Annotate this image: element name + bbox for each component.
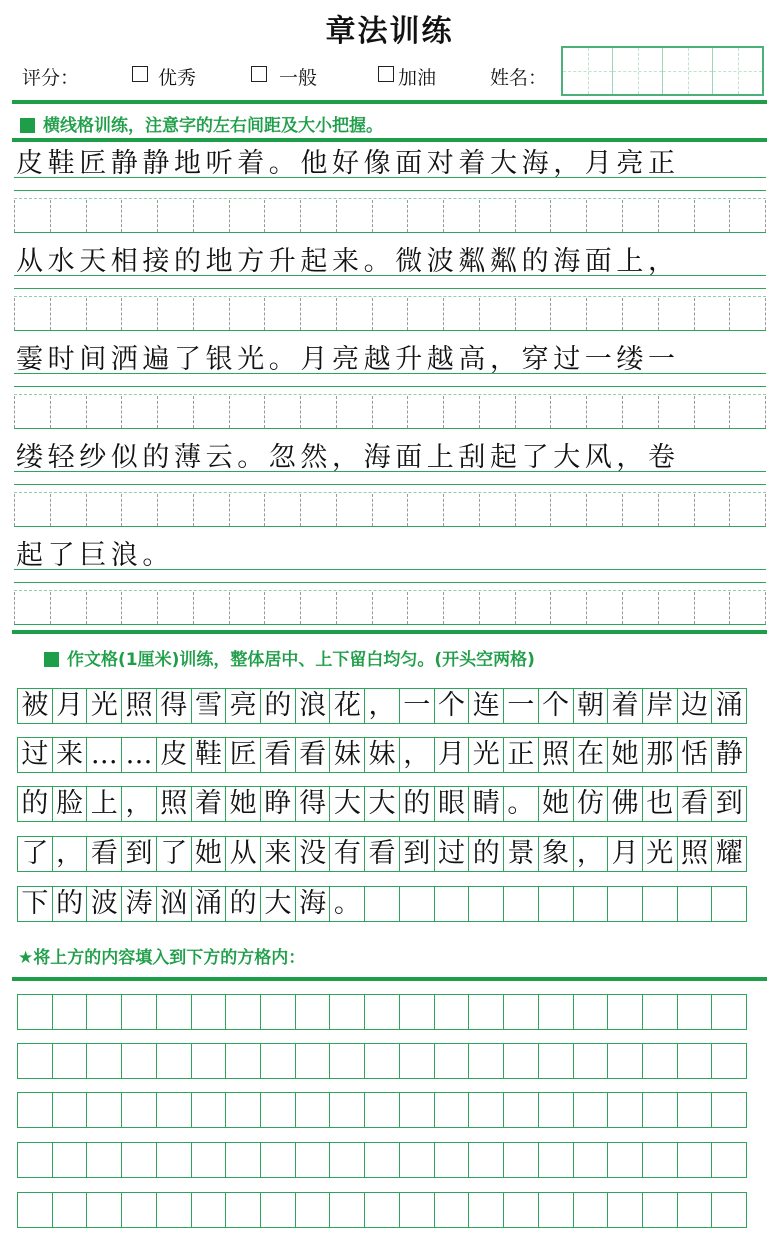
blank-grid-cell[interactable] (643, 1193, 678, 1227)
blank-grid-cell[interactable] (574, 1193, 609, 1227)
grid-cell[interactable]: 得 (157, 689, 192, 723)
blank-grid-cell[interactable] (296, 1044, 331, 1078)
grid-cell[interactable] (469, 887, 504, 921)
blank-grid-cell[interactable] (539, 1044, 574, 1078)
grid-cell[interactable]: ， (365, 689, 400, 723)
blank-grid-cell[interactable] (226, 1044, 261, 1078)
grid-cell[interactable]: 到 (715, 788, 743, 819)
grid-cell[interactable]: 那 (643, 738, 678, 772)
grid-cell[interactable]: 景 (504, 837, 539, 871)
guide-line (14, 386, 766, 387)
grid-cell[interactable] (539, 887, 574, 921)
grid-cell[interactable]: 脸 (53, 787, 88, 821)
grid-cell[interactable]: 照 (122, 689, 157, 723)
divider (12, 977, 767, 981)
grid-cell[interactable]: 花 (330, 689, 365, 723)
practice-text-line: 霎时间洒遍了银光。月亮越升越高，穿过一缕一 (16, 344, 680, 375)
blank-grid-row (17, 1043, 747, 1079)
grid-cell[interactable] (712, 887, 746, 921)
grid-cell[interactable]: ， (574, 837, 609, 871)
grid-cell[interactable]: 皮 (157, 738, 192, 772)
option-excellent-label: 优秀 (158, 67, 197, 89)
grid-cell[interactable]: 。 (504, 787, 539, 821)
checkbox-average[interactable] (251, 66, 267, 82)
grid-cell[interactable]: 眼 (435, 787, 470, 821)
section1-title-text: 横线格训练，注意字的左右间距及大小把握。 (43, 116, 383, 136)
grid-cell[interactable]: 正 (504, 738, 539, 772)
dashed-guide-line (14, 492, 766, 493)
composition-grid-row (17, 836, 747, 872)
grid-cell[interactable]: 光 (469, 738, 504, 772)
grid-cell[interactable]: 看 (365, 837, 400, 871)
blank-grid-cell[interactable] (643, 1093, 678, 1127)
grid-cell[interactable]: 在 (574, 738, 609, 772)
grid-cell[interactable]: 到 (122, 837, 157, 871)
blank-grid-cell[interactable] (643, 1044, 678, 1078)
blank-grid-cell[interactable] (122, 1193, 157, 1227)
blank-grid-cell[interactable] (539, 995, 574, 1029)
blank-grid-row (17, 1192, 747, 1228)
blank-grid-cell[interactable] (539, 1193, 574, 1227)
blank-grid-cell[interactable] (18, 1193, 53, 1227)
blank-grid-cell[interactable] (712, 1143, 746, 1177)
grid-cell[interactable]: 涛 (122, 887, 157, 921)
blank-grid-cell[interactable] (539, 1143, 574, 1177)
blank-grid-cell[interactable] (712, 1093, 746, 1127)
grid-cell[interactable] (608, 887, 643, 921)
grid-cell[interactable] (643, 887, 678, 921)
blank-grid-cell[interactable] (122, 1044, 157, 1078)
grid-cell[interactable]: 象 (539, 837, 574, 871)
grid-cell[interactable]: 来 (53, 738, 88, 772)
blank-grid-cell[interactable] (296, 1093, 331, 1127)
grid-cell[interactable]: 照 (157, 787, 192, 821)
grid-cell[interactable] (574, 887, 609, 921)
blank-grid-cell[interactable] (643, 1143, 678, 1177)
blank-grid-cell[interactable] (400, 1044, 435, 1078)
composition-grid-row (17, 688, 747, 724)
blank-grid-cell[interactable] (226, 1143, 261, 1177)
blank-grid-cell[interactable] (192, 1044, 227, 1078)
grid-cell[interactable]: 月 (435, 738, 470, 772)
checkbox-excellent[interactable] (132, 66, 148, 82)
blank-grid-cell[interactable] (608, 1143, 643, 1177)
grid-cell[interactable]: 涌 (715, 690, 743, 721)
blank-grid-cell[interactable] (87, 1193, 122, 1227)
grid-cell[interactable]: 着 (608, 689, 643, 723)
grid-cell[interactable]: 耀 (715, 838, 743, 869)
guide-line (14, 624, 766, 625)
blank-grid-cell[interactable] (192, 1093, 227, 1127)
grid-cell[interactable]: 匠 (226, 738, 261, 772)
blank-grid-row (17, 1142, 747, 1178)
guide-line (14, 484, 766, 485)
blank-grid-cell[interactable] (678, 1193, 713, 1227)
grid-cell[interactable]: 大 (330, 787, 365, 821)
blank-grid-cell[interactable] (712, 1193, 746, 1227)
baseline (14, 569, 766, 570)
blank-grid-cell[interactable] (261, 1193, 296, 1227)
practice-text-line: 皮鞋匠静静地听着。他好像面对着大海，月亮正 (16, 148, 680, 179)
blank-grid-cell[interactable] (261, 995, 296, 1029)
guide-line (14, 526, 766, 527)
practice-tick-row[interactable] (14, 592, 766, 624)
section2-title-text: 作文格(1厘米)训练，整体居中、上下留白均匀。(开头空两格) (67, 650, 535, 670)
option-average-label: 一般 (279, 67, 318, 89)
baseline (14, 177, 766, 178)
blank-grid-cell[interactable] (504, 1093, 539, 1127)
blank-grid-cell[interactable] (504, 1044, 539, 1078)
page-title: 章法训练 (325, 14, 454, 49)
grid-cell[interactable] (400, 887, 435, 921)
baseline (14, 275, 766, 276)
blank-grid-cell[interactable] (678, 1093, 713, 1127)
section1-title (20, 111, 383, 136)
blank-grid-cell[interactable] (87, 995, 122, 1029)
blank-grid-cell[interactable] (330, 1143, 365, 1177)
grid-cell[interactable]: 亮 (226, 689, 261, 723)
blank-grid-cell[interactable] (122, 1093, 157, 1127)
blank-grid-cell[interactable] (18, 1143, 53, 1177)
square-bullet-icon (20, 118, 35, 133)
blank-grid-cell[interactable] (18, 995, 53, 1029)
grid-cell[interactable]: 上 (87, 787, 122, 821)
grid-cell[interactable]: 照 (678, 837, 713, 871)
blank-grid-cell[interactable] (53, 1193, 88, 1227)
grid-cell[interactable]: 有 (330, 837, 365, 871)
grid-cell[interactable]: 光 (87, 689, 122, 723)
blank-grid-cell[interactable] (87, 1143, 122, 1177)
blank-grid-cell[interactable] (469, 1093, 504, 1127)
checkbox-try-harder[interactable] (378, 66, 394, 82)
blank-grid-cell[interactable] (608, 995, 643, 1029)
guide-line (14, 582, 766, 583)
grid-cell[interactable]: 的 (53, 887, 88, 921)
blank-grid-row (17, 994, 747, 1030)
blank-grid-cell[interactable] (678, 1044, 713, 1078)
blank-grid-cell[interactable] (365, 1193, 400, 1227)
blank-grid-cell[interactable] (365, 1044, 400, 1078)
grid-cell[interactable]: 佛 (608, 787, 643, 821)
blank-grid-cell[interactable] (296, 995, 331, 1029)
guide-line (14, 232, 766, 233)
guide-line (14, 288, 766, 289)
grid-cell[interactable]: 一 (504, 689, 539, 723)
grid-cell[interactable]: 睁 (261, 787, 296, 821)
blank-grid-cell[interactable] (87, 1093, 122, 1127)
grid-cell[interactable]: 岸 (643, 689, 678, 723)
practice-text-line: 缕轻纱似的薄云。忽然，海面上刮起了大风，卷 (16, 442, 680, 473)
blank-grid-cell[interactable] (18, 1093, 53, 1127)
grid-cell[interactable]: 大 (365, 787, 400, 821)
score-label: 评分： (22, 67, 80, 89)
blank-grid-cell[interactable] (608, 1044, 643, 1078)
blank-grid-cell[interactable] (261, 1044, 296, 1078)
blank-grid-cell[interactable] (400, 1193, 435, 1227)
grid-cell[interactable]: 浪 (296, 689, 331, 723)
blank-grid-cell[interactable] (122, 1143, 157, 1177)
grid-cell[interactable]: 个 (539, 689, 574, 723)
grid-cell[interactable]: 她 (226, 787, 261, 821)
practice-tick-row[interactable] (14, 298, 766, 330)
grid-cell[interactable]: 涌 (192, 887, 227, 921)
composition-grid-row (17, 886, 747, 922)
grid-cell[interactable]: ， (400, 738, 435, 772)
grid-cell[interactable]: 的 (400, 787, 435, 821)
blank-grid-cell[interactable] (469, 995, 504, 1029)
blank-grid-cell[interactable] (261, 1143, 296, 1177)
blank-grid-cell[interactable] (435, 1044, 470, 1078)
grid-cell[interactable]: 到 (400, 837, 435, 871)
grid-cell[interactable]: 一 (400, 689, 435, 723)
blank-grid-cell[interactable] (330, 1193, 365, 1227)
blank-grid-cell[interactable] (504, 1143, 539, 1177)
blank-grid-cell[interactable] (192, 1193, 227, 1227)
blank-grid-cell[interactable] (435, 1093, 470, 1127)
blank-grid-cell[interactable] (365, 1093, 400, 1127)
grid-cell[interactable]: 的 (261, 689, 296, 723)
grid-cell[interactable]: 的 (226, 887, 261, 921)
blank-grid-cell[interactable] (261, 1093, 296, 1127)
grid-cell[interactable]: 下 (18, 887, 53, 921)
blank-grid-cell[interactable] (192, 1143, 227, 1177)
blank-grid-cell[interactable] (574, 1143, 609, 1177)
grid-cell[interactable]: 鞋 (192, 738, 227, 772)
composition-grid-row (17, 786, 747, 822)
blank-grid-cell[interactable] (330, 995, 365, 1029)
divider (12, 100, 767, 104)
blank-grid-cell[interactable] (365, 995, 400, 1029)
practice-tick-row[interactable] (14, 494, 766, 526)
grid-cell[interactable]: … (87, 738, 122, 772)
grid-cell[interactable] (504, 887, 539, 921)
grid-cell[interactable]: 雪 (192, 689, 227, 723)
blank-grid-cell[interactable] (226, 1093, 261, 1127)
blank-grid-cell[interactable] (504, 1193, 539, 1227)
practice-text-line: 从水天相接的地方升起来。微波粼粼的海面上， (16, 246, 680, 277)
practice-tick-row[interactable] (14, 396, 766, 428)
blank-grid-cell[interactable] (504, 995, 539, 1029)
blank-grid-cell[interactable] (53, 1143, 88, 1177)
grid-cell[interactable]: 从 (226, 837, 261, 871)
blank-grid-cell[interactable] (435, 995, 470, 1029)
blank-grid-cell[interactable] (122, 995, 157, 1029)
grid-cell[interactable] (678, 887, 713, 921)
blank-grid-cell[interactable] (296, 1193, 331, 1227)
grid-cell[interactable]: … (122, 738, 157, 772)
grid-cell[interactable]: 光 (643, 837, 678, 871)
option-try-harder-label: 加油 (398, 67, 437, 89)
blank-grid-cell[interactable] (53, 1044, 88, 1078)
blank-grid-cell[interactable] (469, 1044, 504, 1078)
blank-grid-cell[interactable] (574, 1044, 609, 1078)
blank-grid-cell[interactable] (157, 1193, 192, 1227)
section2-title (44, 645, 535, 670)
grid-cell[interactable]: 照 (539, 738, 574, 772)
guide-line (14, 190, 766, 191)
section3-instruction: ★将上方的内容填入到下方的方格内： (18, 948, 306, 968)
grid-cell[interactable]: 静 (715, 739, 743, 770)
blank-grid-cell[interactable] (608, 1193, 643, 1227)
grid-cell[interactable]: 她 (192, 837, 227, 871)
grid-cell[interactable]: 边 (678, 689, 713, 723)
blank-grid-cell[interactable] (400, 995, 435, 1029)
blank-grid-cell[interactable] (469, 1143, 504, 1177)
grid-cell[interactable]: 看 (296, 738, 331, 772)
grid-cell[interactable]: 看 (87, 837, 122, 871)
blank-grid-cell[interactable] (574, 995, 609, 1029)
blank-grid-cell[interactable] (400, 1093, 435, 1127)
guide-line (14, 428, 766, 429)
name-label: 姓名： (490, 67, 548, 89)
grid-cell[interactable]: 月 (53, 689, 88, 723)
blank-grid-cell[interactable] (469, 1193, 504, 1227)
grid-cell[interactable]: 月 (608, 837, 643, 871)
grid-cell[interactable]: 她 (608, 738, 643, 772)
grid-cell[interactable]: 得 (296, 787, 331, 821)
blank-grid-cell[interactable] (678, 1143, 713, 1177)
grid-cell[interactable]: 看 (261, 738, 296, 772)
blank-grid-cell[interactable] (157, 1044, 192, 1078)
blank-grid-cell[interactable] (608, 1093, 643, 1127)
blank-grid-cell[interactable] (400, 1143, 435, 1177)
grid-cell[interactable]: 波 (87, 887, 122, 921)
grid-cell[interactable]: 看 (678, 787, 713, 821)
grid-cell[interactable]: 汹 (157, 887, 192, 921)
name-writing-grid[interactable] (561, 46, 764, 96)
blank-grid-cell[interactable] (365, 1143, 400, 1177)
blank-grid-cell[interactable] (226, 1193, 261, 1227)
blank-grid-cell[interactable] (157, 1093, 192, 1127)
baseline (14, 471, 766, 472)
grid-cell[interactable]: 了 (157, 837, 192, 871)
practice-tick-row[interactable] (14, 200, 766, 232)
grid-cell[interactable]: ， (122, 787, 157, 821)
practice-text-line: 起了巨浪。 (16, 540, 174, 571)
blank-grid-cell[interactable] (330, 1044, 365, 1078)
blank-grid-cell[interactable] (712, 1044, 746, 1078)
dashed-guide-line (14, 394, 766, 395)
grid-cell[interactable]: 仿 (574, 787, 609, 821)
grid-cell[interactable]: 朝 (574, 689, 609, 723)
blank-grid-cell[interactable] (53, 1093, 88, 1127)
grid-cell[interactable]: 恬 (678, 738, 713, 772)
grid-cell[interactable]: 大 (261, 887, 296, 921)
blank-grid-cell[interactable] (18, 1044, 53, 1078)
grid-cell[interactable]: 过 (18, 738, 53, 772)
grid-cell[interactable]: 个 (435, 689, 470, 723)
guide-line (14, 330, 766, 331)
grid-cell[interactable]: 妹 (365, 738, 400, 772)
blank-grid-cell[interactable] (192, 995, 227, 1029)
grid-cell[interactable]: 妹 (330, 738, 365, 772)
blank-grid-cell[interactable] (157, 995, 192, 1029)
grid-cell[interactable]: 睛 (469, 787, 504, 821)
blank-grid-cell[interactable] (712, 995, 746, 1029)
blank-grid-cell[interactable] (157, 1143, 192, 1177)
grid-cell[interactable] (435, 887, 470, 921)
grid-cell[interactable]: 的 (469, 837, 504, 871)
blank-grid-cell[interactable] (678, 995, 713, 1029)
blank-grid-cell[interactable] (53, 995, 88, 1029)
blank-grid-cell[interactable] (643, 995, 678, 1029)
grid-cell[interactable]: 了 (18, 837, 53, 871)
grid-cell[interactable]: ， (53, 837, 88, 871)
divider (12, 630, 767, 634)
grid-cell[interactable]: 。 (330, 887, 365, 921)
grid-cell[interactable]: 被 (18, 689, 53, 723)
grid-cell[interactable]: 过 (435, 837, 470, 871)
blank-grid-cell[interactable] (226, 995, 261, 1029)
composition-grid-row (17, 737, 747, 773)
blank-grid-cell[interactable] (87, 1044, 122, 1078)
grid-cell[interactable] (365, 887, 400, 921)
blank-grid-cell[interactable] (435, 1193, 470, 1227)
grid-cell[interactable]: 海 (296, 887, 331, 921)
grid-cell[interactable]: 连 (469, 689, 504, 723)
blank-grid-cell[interactable] (435, 1143, 470, 1177)
blank-grid-cell[interactable] (296, 1143, 331, 1177)
dashed-guide-line (14, 198, 766, 199)
grid-cell[interactable]: 没 (296, 837, 331, 871)
grid-cell[interactable]: 来 (261, 837, 296, 871)
blank-grid-row (17, 1092, 747, 1128)
blank-grid-cell[interactable] (574, 1093, 609, 1127)
blank-grid-cell[interactable] (539, 1093, 574, 1127)
dashed-guide-line (14, 590, 766, 591)
blank-grid-cell[interactable] (330, 1093, 365, 1127)
grid-cell[interactable]: 着 (192, 787, 227, 821)
grid-cell[interactable]: 也 (643, 787, 678, 821)
square-bullet-icon (44, 652, 59, 667)
grid-cell[interactable]: 她 (539, 787, 574, 821)
dashed-guide-line (14, 296, 766, 297)
horizontal-line-practice-area (14, 142, 766, 630)
grid-cell[interactable]: 的 (18, 787, 53, 821)
baseline (14, 373, 766, 374)
